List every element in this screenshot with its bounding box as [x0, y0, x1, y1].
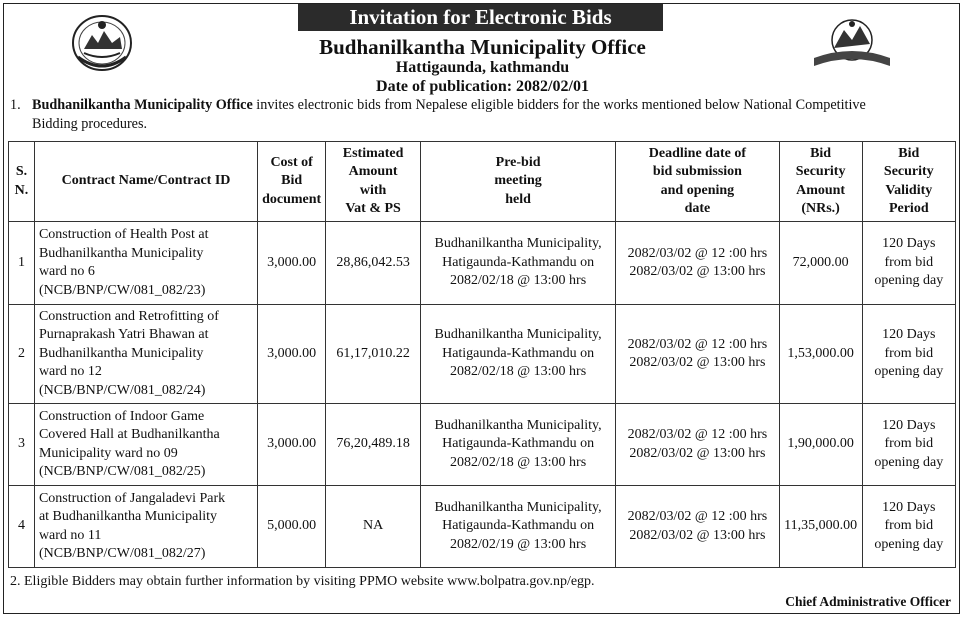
- row-estimated: NA: [326, 486, 421, 568]
- row-cost: 5,000.00: [258, 486, 326, 568]
- row-security: 1,90,000.00: [779, 404, 862, 486]
- header-sn: S. N.: [9, 142, 35, 222]
- row-cost: 3,000.00: [258, 305, 326, 404]
- row-contract: Construction of Indoor Game Covered Hall at Budhanilkantha Municipality ward no 09 (NCB/BNP/CW/081_082/25): [34, 404, 257, 486]
- header-contract: Contract Name/Contract ID: [34, 142, 257, 222]
- table-row: [9, 404, 956, 486]
- intro-paragraph: [10, 96, 955, 134]
- further-info-note: 2. Eligible Bidders may obtain further information by visiting PPMO website www.bolpatra.gov.np/egp.: [10, 574, 595, 589]
- row-deadline: 2082/03/02 @ 12 :00 hrs 2082/03/02 @ 13:00 hrs: [616, 404, 779, 486]
- intro-text-line2: Bidding procedures.: [32, 116, 148, 132]
- row-validity: 120 Days from bid opening day: [862, 305, 955, 404]
- row-security: 1,53,000.00: [779, 305, 862, 404]
- publication-date: Date of publication: 2082/02/01: [376, 78, 589, 95]
- row-prebid: Budhanilkantha Municipality, Hatigaunda-Kathmandu on 2082/02/19 @ 13:00 hrs: [420, 486, 615, 568]
- row-estimated: 76,20,489.18: [326, 404, 421, 486]
- row-validity: 120 Days from bid opening day: [862, 222, 955, 305]
- row-contract: Construction of Jangaladevi Park at Budhanilkantha Municipality ward no 11 (NCB/BNP/CW/081_082/27): [34, 486, 257, 568]
- row-deadline: 2082/03/02 @ 12 :00 hrs 2082/03/02 @ 13:00 hrs: [616, 486, 779, 568]
- row-estimated: 61,17,010.22: [326, 305, 421, 404]
- row-estimated: 28,86,042.53: [326, 222, 421, 305]
- row-contract: Construction of Health Post at Budhanilkantha Municipality ward no 6 (NCB/BNP/CW/081_082/23): [34, 222, 257, 305]
- header-validity: Bid Security Validity Period: [862, 142, 955, 222]
- intro-office: Budhanilkantha Municipality Office: [32, 97, 253, 113]
- table-header-row: [9, 142, 956, 222]
- header-estimated: Estimated Amount with Vat & PS: [326, 142, 421, 222]
- row-prebid: Budhanilkantha Municipality, Hatigaunda-Kathmandu on 2082/02/18 @ 13:00 hrs: [420, 404, 615, 486]
- header-security: Bid Security Amount (NRs.): [779, 142, 862, 222]
- notice-banner: Invitation for Electronic Bids: [298, 4, 663, 31]
- row-sn: 2: [9, 305, 35, 404]
- header-prebid: Pre-bid meeting held: [420, 142, 615, 222]
- intro-text: invites electronic bids from Nepalese eligible bidders for the works mentioned below National Competitive: [252, 97, 866, 113]
- row-deadline: 2082/03/02 @ 12 :00 hrs 2082/03/02 @ 13:00 hrs: [616, 222, 779, 305]
- row-sn: 3: [9, 404, 35, 486]
- row-sn: 4: [9, 486, 35, 568]
- row-validity: 120 Days from bid opening day: [862, 404, 955, 486]
- row-contract: Construction and Retrofitting of Purnaprakash Yatri Bhawan at Budhanilkantha Municipality ward no 12 (NCB/BNP/CW/081_082/24): [34, 305, 257, 404]
- header-cost: Cost of Bid document: [258, 142, 326, 222]
- table-row: [9, 222, 956, 305]
- office-address: Hattigaunda, kathmandu: [395, 59, 570, 76]
- row-sn: 1: [9, 222, 35, 305]
- table-row: [9, 305, 956, 404]
- row-security: 72,000.00: [779, 222, 862, 305]
- table-row: [9, 486, 956, 568]
- signatory: Chief Administrative Officer: [785, 594, 951, 609]
- row-validity: 120 Days from bid opening day: [862, 486, 955, 568]
- row-deadline: 2082/03/02 @ 12 :00 hrs 2082/03/02 @ 13:00 hrs: [616, 305, 779, 404]
- row-prebid: Budhanilkantha Municipality, Hatigaunda-Kathmandu on 2082/02/18 @ 13:00 hrs: [420, 222, 615, 305]
- row-cost: 3,000.00: [258, 404, 326, 486]
- row-cost: 3,000.00: [258, 222, 326, 305]
- bids-table: [8, 141, 956, 568]
- row-prebid: Budhanilkantha Municipality, Hatigaunda-Kathmandu on 2082/02/18 @ 13:00 hrs: [420, 305, 615, 404]
- header-deadline: Deadline date of bid submission and opening date: [616, 142, 779, 222]
- office-name: Budhanilkantha Municipality Office: [319, 35, 646, 59]
- intro-number: 1.: [10, 97, 21, 113]
- row-security: 11,35,000.00: [779, 486, 862, 568]
